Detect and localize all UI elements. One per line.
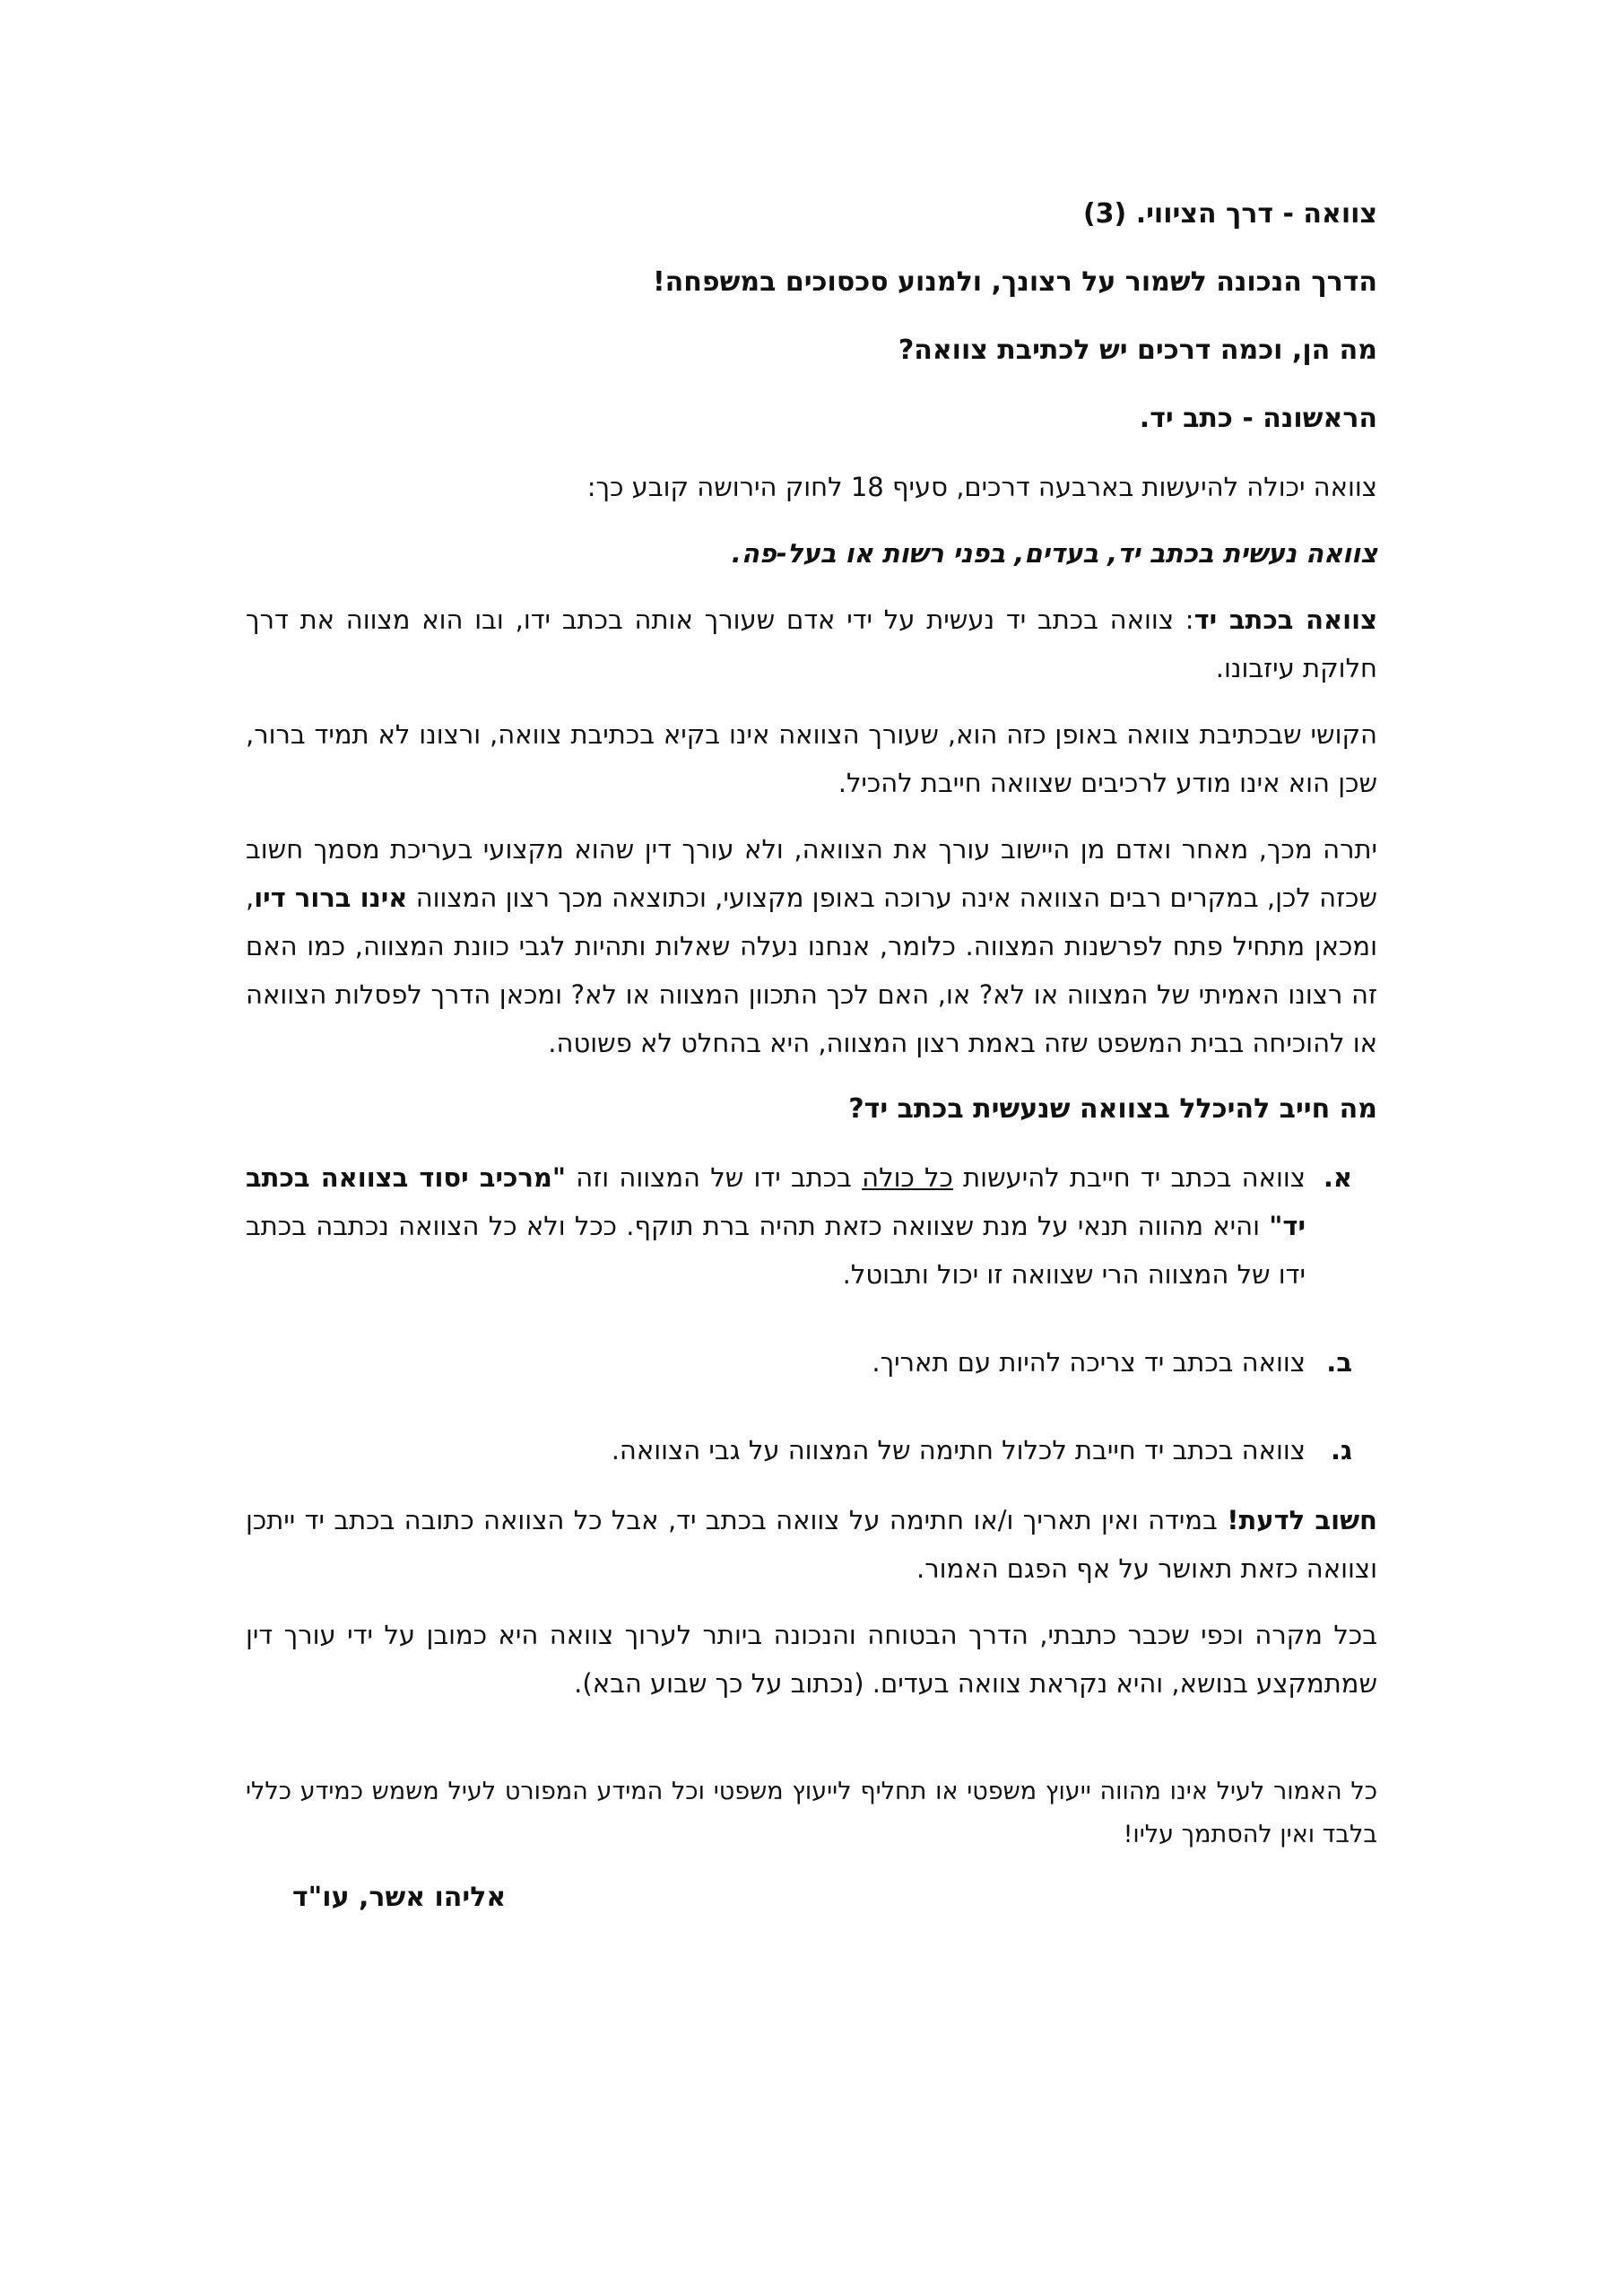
item-underlined-text: כל כולה [862, 1162, 953, 1193]
important-paragraph [246, 1496, 1377, 1593]
intro-paragraph: צוואה יכולה להיעשות בארבעה דרכים, סעיף 18 לחוק הירושה קובע כך: [586, 472, 1377, 502]
document-title: צוואה - דרך הציווי. (3) [1082, 198, 1377, 230]
difficulty-paragraph: הקושי שבכתיבת צוואה באופן כזה הוא, שעורך הצוואה אינו בקיא בכתיבת צוואה, ורצונו לא תמיד ברור, שכן הוא אינו מודע לרכיבים שצוואה חייבת להכיל. [246, 719, 1377, 798]
item-text-part1: צוואה בכתב יד חייבת להיעשות [952, 1162, 1306, 1193]
requirements-heading: מה חייב להיכלל בצוואה שנעשית בכתב יד? [848, 1093, 1377, 1125]
definition-label: צוואה בכתב יד [1193, 604, 1377, 635]
list-marker: א. [1323, 1162, 1352, 1193]
conclusion-paragraph: בכל מקרה וכפי שכבר כתבתי, הדרך הבטוחה והנכונה ביותר לערוך צוואה היא כמובן על ידי עורך דין שמתמקצע בנושא, והיא נקראת צוואה בעדים. (נכתוב על כך שבוע הבא). [246, 1620, 1377, 1699]
document-subtitle: הדרך הנכונה לשמור על רצונך, ולמנוע סכסוכים במשפחה! [652, 266, 1377, 298]
important-text: במידה ואין תאריך ו/או חתימה על צוואה בכתב יד, אבל כל הצוואה כתובה בכתב יד ייתכן וצוואה כזאת תאושר על אף הפגם האמור. [246, 1505, 1377, 1584]
item-text-part3: והיא מהווה תנאי על מנת שצוואה כזאת תהיה ברת תוקף. ככל ולא כל הצוואה נכתבה בכתב ידו של המצווה הרי שצוואה זו יכול ותבוטל. [246, 1211, 1306, 1290]
question-heading: מה הן, וכמה דרכים יש לכתיבת צוואה? [898, 335, 1377, 366]
list-item [246, 1338, 1377, 1387]
list-marker: ג. [1331, 1435, 1352, 1465]
law-quote: צוואה נעשית בכתב יד, בעדים, בפני רשות או בעל-פה. [731, 538, 1377, 569]
definition-paragraph [246, 596, 1377, 692]
item-text-part2: בכתב ידו של המצווה וזה [566, 1162, 863, 1193]
document-body [246, 190, 1377, 1874]
moreover-paragraph [246, 825, 1377, 1067]
list-marker: ב. [1326, 1347, 1352, 1378]
item-bold-text: "מרכיב יסוד בצוואה בכתב יד" [246, 1162, 1306, 1241]
item-text: צוואה בכתב יד חייבת לכלול חתימה של המצווה על גבי הצוואה. [611, 1435, 1306, 1465]
definition-text: : צוואה בכתב יד נעשית על ידי אדם שעורך אותה בכתב ידו, ובו הוא מצווה את דרך חלוקת עיזבונו. [246, 604, 1377, 683]
moreover-part1: יתרה מכך, מאחר ואדם מן היישוב עורך את הצוואה, ולא עורך דין שהוא מקצועי בעריכת מסמך חשוב שכזה לכן, במקרים רבים הצוואה אינה ערוכה באופן מקצועי, וכתוצאה מכך רצון המצווה [246, 834, 1377, 913]
disclaimer-paragraph: כל האמור לעיל אינו מהווה ייעוץ משפטי או תחליף לייעוץ משפטי וכל המידע המפורט לעיל משמש כמידע כללי בלבד ואין להסתמך עליו! [246, 1778, 1377, 1848]
list-item [246, 1153, 1377, 1299]
list-item [246, 1426, 1377, 1474]
first-method-heading: הראשונה - כתב יד. [1139, 403, 1377, 434]
item-text: צוואה בכתב יד צריכה להיות עם תאריך. [872, 1347, 1306, 1378]
author-signature: אליהו אשר, עו"ד [292, 1882, 507, 1913]
moreover-part2: , ומכאן מתחיל פתח לפרשנות המצווה. כלומר, אנחנו נעלה שאלות ותהיות לגבי כוונת המצווה, כמו האם זה רצונו האמיתי של המצווה או לא? או, האם לכך התכוון המצווה או לא? ומכאן הדרך לפסלות הצוואה או להוכיחה בבית המשפט שזה באמת רצון המצווה, היא בהחלט לא פשוטה. [246, 883, 1377, 1058]
important-label: חשוב לדעת! [1227, 1505, 1377, 1535]
moreover-bold: אינו ברור דיו [254, 883, 408, 913]
requirements-list [246, 1153, 1377, 1474]
